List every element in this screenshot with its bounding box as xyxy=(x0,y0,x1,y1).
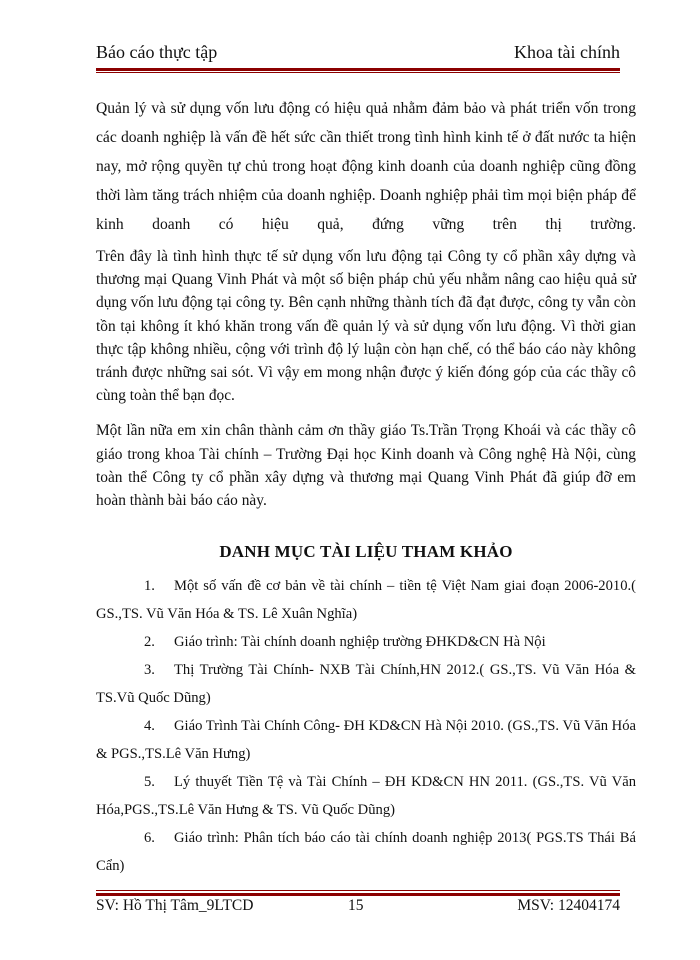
reference-item xyxy=(96,656,636,712)
paragraph-1: Quản lý và sử dụng vốn lưu động có hiệu quả nhằm đảm bảo và phát triển vốn trong các doanh nghiệp là vấn đề hết sức cần thiết trong tình hình kinh tế ở đất nước ta hiện nay, mở rộng quyền tự chủ trong hoạt động kinh doanh của doanh nghiệp cũng đồng thời làm tăng trách nhiệm của doanh nghiệp. Doanh nghiệp phải tìm mọi biện pháp để kinh doanh có hiệu quả, đứng vững trên thị trường. xyxy=(96,100,636,233)
reference-text: Một số vấn đề cơ bản về tài chính – tiền tệ Việt Nam giai đoạn 2006-2010.( GS.,TS. Vũ Văn Hóa & TS. Lê Xuân Nghĩa) xyxy=(96,578,636,622)
reference-item xyxy=(96,572,636,628)
reference-number: 5. xyxy=(144,774,155,790)
reference-text: Giáo Trình Tài Chính Công- ĐH KD&CN Hà Nội 2010. (GS.,TS. Vũ Văn Hóa & PGS.,TS.Lê Văn Hưng) xyxy=(96,718,636,762)
reference-item xyxy=(96,824,636,880)
reference-item xyxy=(96,768,636,824)
reference-text: Giáo trình: Phân tích báo cáo tài chính doanh nghiệp 2013( PGS.TS Thái Bá Cẩn) xyxy=(96,830,636,874)
header-report-title: Báo cáo thực tập xyxy=(96,42,218,62)
page-header xyxy=(96,42,620,68)
body-text xyxy=(96,94,636,524)
footer-divider-thin xyxy=(96,890,620,891)
reference-number: 4. xyxy=(144,718,155,734)
reference-number: 1. xyxy=(144,578,155,594)
references-title: DANH MỤC TÀI LIỆU THAM KHẢO xyxy=(219,542,513,561)
page-number: 15 xyxy=(348,897,364,914)
reference-number: 6. xyxy=(144,830,155,846)
reference-text: Lý thuyết Tiền Tệ và Tài Chính – ĐH KD&CN HN 2011. (GS.,TS. Vũ Văn Hóa,PGS.,TS.Lê Văn Hưng & TS. Vũ Quốc Dũng) xyxy=(96,774,636,818)
header-divider-thin xyxy=(96,72,620,73)
reference-number: 3. xyxy=(144,662,155,678)
references-list xyxy=(96,572,636,880)
reference-text: Giáo trình: Tài chính doanh nghiệp trường ĐHKD&CN Hà Nội xyxy=(174,634,546,650)
header-divider xyxy=(96,68,620,71)
paragraph-3: Một lần nữa em xin chân thành cảm ơn thầy giáo Ts.Trần Trọng Khoái và các thầy cô giáo trong khoa Tài chính – Trường Đại học Kinh doanh và Công nghệ Hà Nội, cùng toàn thể Công ty cổ phần xây dựng và thương mại Quang Vinh Phát đã giúp đỡ em hoàn thành bài báo cáo này. xyxy=(96,422,636,510)
reference-item xyxy=(96,628,636,656)
reference-text: Thị Trường Tài Chính- NXB Tài Chính,HN 2012.( GS.,TS. Vũ Văn Hóa & TS.Vũ Quốc Dũng) xyxy=(96,662,636,706)
footer-student-name: SV: Hồ Thị Tâm_9LTCD xyxy=(96,897,254,914)
reference-item xyxy=(96,712,636,768)
footer-divider xyxy=(96,893,620,896)
reference-number: 2. xyxy=(144,634,155,650)
footer-student-id: MSV: 12404174 xyxy=(517,897,620,914)
page-footer xyxy=(96,897,620,921)
header-department: Khoa tài chính xyxy=(514,42,620,62)
paragraph-2: Trên đây là tình hình thực tế sử dụng vốn lưu động tại Công ty cổ phần xây dựng và thương mại Quang Vinh Phát và một số biện pháp chủ yếu nhằm nâng cao hiệu quả sử dụng vốn lưu động tại công ty. Bên cạnh những thành tích đã đạt được, công ty vẫn còn tồn tại không ít khó khăn trong vấn đề quản lý và sử dụng vốn lưu động. Vì thời gian thực tập không nhiều, cộng với trình độ lý luận còn hạn chế, có thể báo cáo này không tránh được những sai sót. Vì vậy em mong nhận được ý kiến đóng góp của các thầy cô cùng toàn thể bạn đọc. xyxy=(96,248,636,405)
